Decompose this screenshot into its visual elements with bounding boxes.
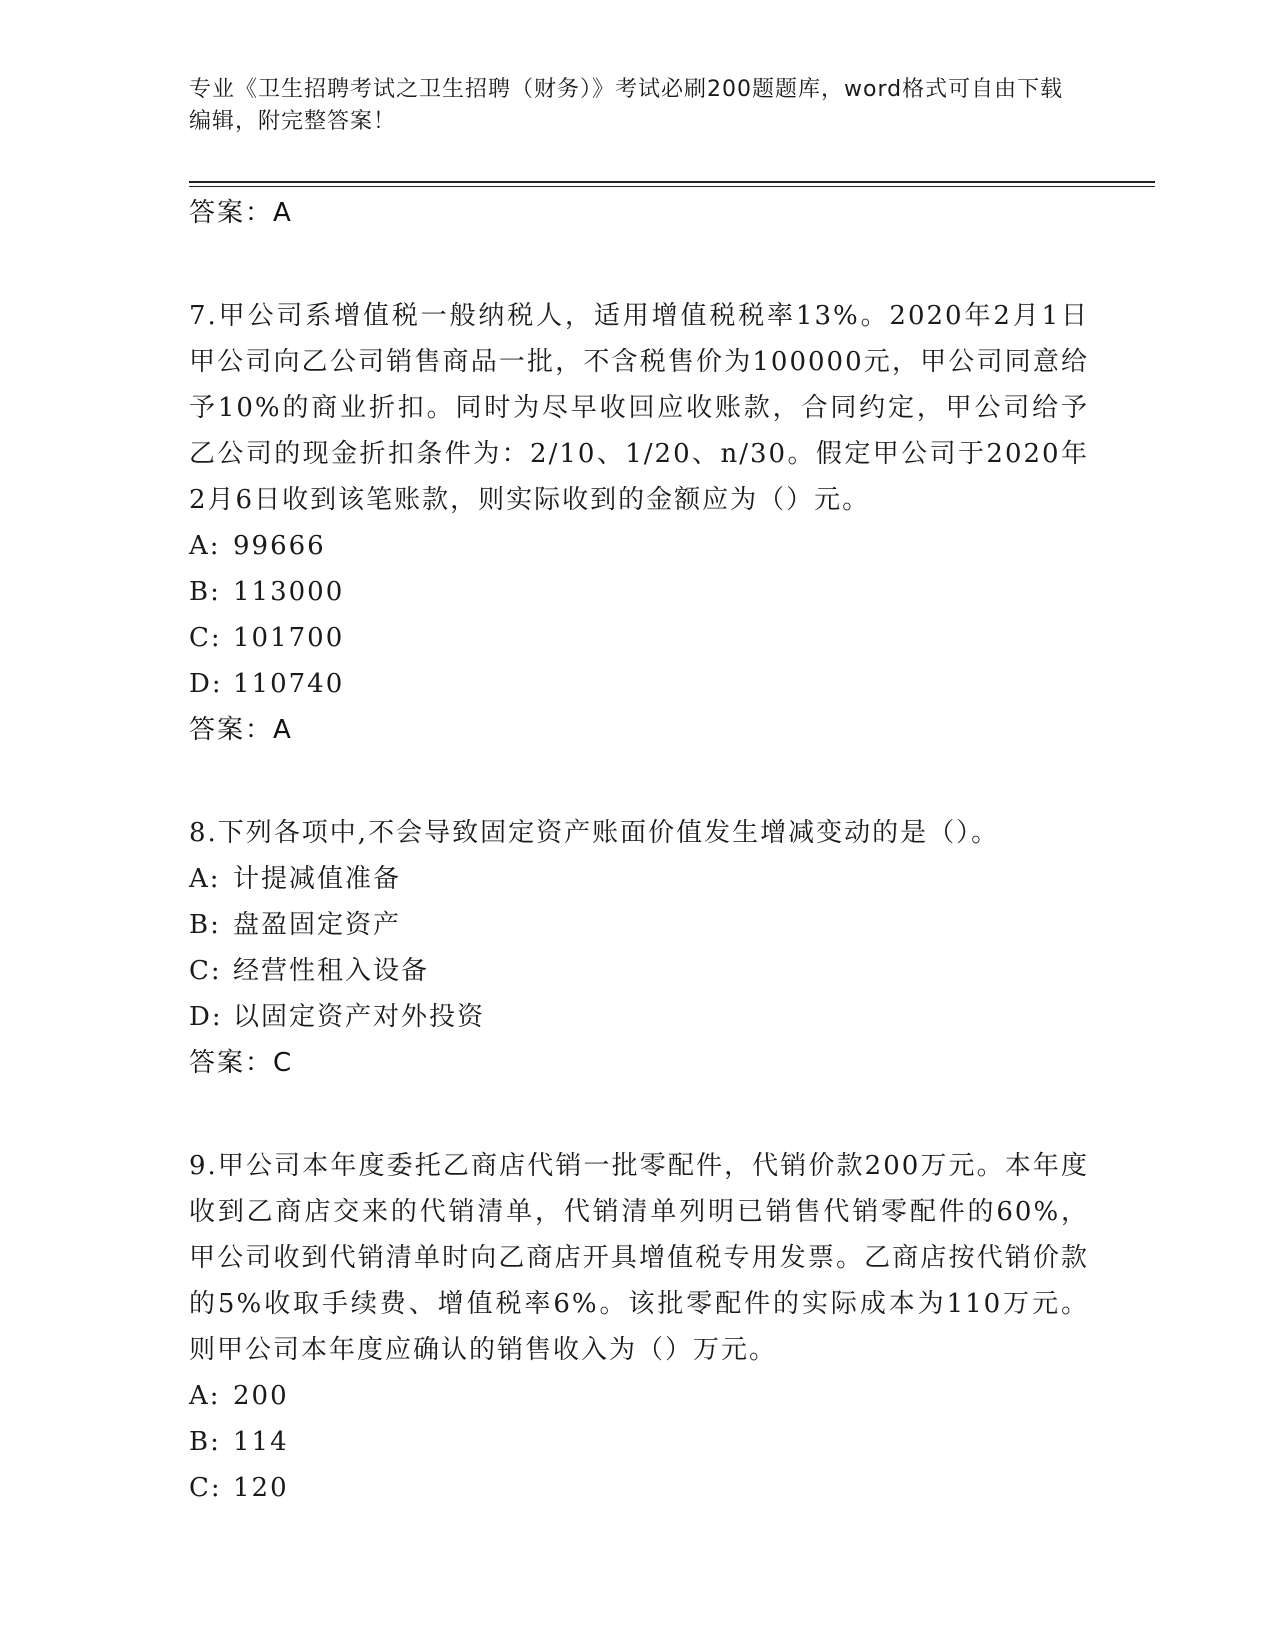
question-8-option-d — [189, 994, 1089, 1040]
question-7-option-c — [189, 615, 1089, 661]
question-7-stem: 7.甲公司系增值税一般纳税人，适用增值税税率13%。2020年2月1日甲公司向乙公司销售商品一批，不含税售价为100000元，甲公司同意给予10%的商业折扣。同时为尽早收回应收账款，合同约定，甲公司给予乙公司的现金折扣条件为：2/10、1/20、n/30。假定甲公司于2020年2月6日收到该笔账款，则实际收到的金额应为（）元。 — [189, 301, 1089, 515]
option-text: 110740 — [233, 669, 345, 699]
option-letter: D: — [189, 1002, 223, 1032]
header-rule-thick — [189, 181, 1155, 183]
question-8-option-a — [189, 856, 1089, 902]
option-text: 200 — [233, 1381, 289, 1411]
spacer — [189, 753, 1089, 810]
question-7-option-d — [189, 661, 1089, 707]
option-letter: A: — [189, 1381, 221, 1411]
option-letter: B: — [189, 577, 221, 607]
question-7-option-a — [189, 523, 1089, 569]
spacer — [189, 1086, 1089, 1143]
option-text: 99666 — [233, 531, 326, 561]
option-text: 以固定资产对外投资 — [233, 1002, 486, 1032]
option-letter: B: — [189, 1427, 221, 1457]
question-9-option-b — [189, 1419, 1089, 1465]
document-header: 专业《卫生招聘考试之卫生招聘（财务）》考试必刷200题题库，word格式可自由下载编辑，附完整答案！ — [189, 77, 1064, 134]
option-text: 120 — [233, 1473, 289, 1503]
option-text: 盘盈固定资产 — [233, 910, 402, 940]
option-letter: C: — [189, 623, 222, 653]
question-8-option-b — [189, 902, 1089, 948]
option-text: 113000 — [233, 577, 345, 607]
option-text: 114 — [233, 1427, 289, 1457]
header-rule-thin — [189, 186, 1155, 187]
question-8-option-c — [189, 948, 1089, 994]
question-9-stem: 9.甲公司本年度委托乙商店代销一批零配件，代销价款200万元。本年度收到乙商店交来的代销清单，代销清单列明已销售代销零配件的60%，甲公司收到代销清单时向乙商店开具增值税专用发票。乙商店按代销价款的5%收取手续费、增值税率6%。该批零配件的实际成本为110万元。则甲公司本年度应确认的销售收入为（）万元。 — [189, 1151, 1089, 1365]
question-9-option-a — [189, 1373, 1089, 1419]
answer-label: 答案： — [189, 1048, 274, 1078]
answer-label: 答案： — [189, 198, 274, 228]
answer-line-prev — [189, 190, 1089, 236]
question-7-answer — [189, 707, 1089, 753]
option-text: 101700 — [233, 623, 345, 653]
option-text: 经营性租入设备 — [233, 956, 430, 986]
answer-value: A — [273, 715, 292, 745]
option-letter: A: — [189, 531, 221, 561]
question-9-option-c — [189, 1465, 1089, 1511]
answer-value: C — [273, 1048, 293, 1078]
option-letter: A: — [189, 864, 221, 894]
option-letter: B: — [189, 910, 221, 940]
answer-value: A — [273, 198, 292, 228]
option-letter: C: — [189, 956, 222, 986]
option-letter: D: — [189, 669, 223, 699]
question-content — [189, 190, 1089, 1511]
question-7-option-b — [189, 569, 1089, 615]
option-text: 计提减值准备 — [233, 864, 402, 894]
spacer — [189, 236, 1089, 293]
option-letter: C: — [189, 1473, 222, 1503]
question-8-answer — [189, 1040, 1089, 1086]
answer-label: 答案： — [189, 715, 274, 745]
question-8-stem: 8.下列各项中,不会导致固定资产账面价值发生增减变动的是（）。 — [189, 818, 1000, 848]
